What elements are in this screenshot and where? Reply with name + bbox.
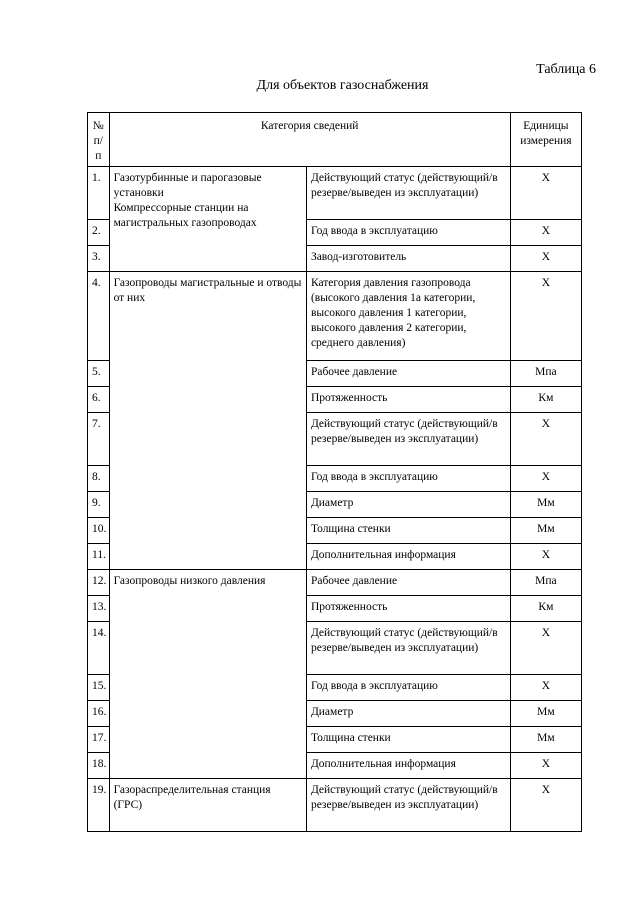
table-title: Для объектов газоснабжения [256,78,429,93]
row-number: 10. [88,517,110,543]
table-row [88,778,582,831]
info-cell: Действующий статус (действующий/в резерве/выведен из эксплуатации) [306,412,510,465]
table-number: Таблица 6 [536,62,596,77]
unit-cell: Х [510,778,581,831]
table-row [88,569,582,595]
unit-cell: Х [510,621,581,674]
info-cell: Диаметр [306,700,510,726]
unit-cell: Х [510,674,581,700]
row-number: 7. [88,412,110,465]
row-number: 12. [88,569,110,595]
row-number: 8. [88,465,110,491]
unit-cell: Х [510,412,581,465]
info-cell: Дополнительная информация [306,752,510,778]
category-cell: Газопроводы низкого давления [109,569,306,778]
header-num: № п/п [88,113,110,167]
info-cell: Завод-изготовитель [306,245,510,271]
info-cell: Рабочее давление [306,569,510,595]
header-category: Категория сведений [109,113,510,167]
unit-cell: Мм [510,726,581,752]
info-cell: Год ввода в эксплуатацию [306,219,510,245]
unit-cell: Х [510,543,581,569]
info-cell: Год ввода в эксплуатацию [306,674,510,700]
info-cell: Протяженность [306,595,510,621]
category-cell: Газораспределительная станция (ГРС) [109,778,306,831]
unit-cell: Х [510,245,581,271]
row-number: 4. [88,271,110,360]
unit-cell: Х [510,166,581,219]
row-number: 16. [88,700,110,726]
row-number: 17. [88,726,110,752]
row-number: 6. [88,386,110,412]
unit-cell: Мм [510,517,581,543]
info-cell: Толщина стенки [306,517,510,543]
table-header-row [88,113,582,167]
unit-cell: Х [510,219,581,245]
info-cell: Протяженность [306,386,510,412]
unit-cell: Х [510,752,581,778]
info-cell: Категория давления газопровода (высокого давления 1а категории, высокого давления 1 категории, высокого давления 2 категории, среднего давления) [306,271,510,360]
info-cell: Действующий статус (действующий/в резерве/выведен из эксплуатации) [306,621,510,674]
row-number: 15. [88,674,110,700]
unit-cell: Х [510,271,581,360]
row-number: 1. [88,166,110,219]
category-cell: Газопроводы магистральные и отводы от них [109,271,306,569]
info-cell: Год ввода в эксплуатацию [306,465,510,491]
info-cell: Толщина стенки [306,726,510,752]
row-number: 3. [88,245,110,271]
unit-cell: Мм [510,491,581,517]
unit-cell: Мпа [510,569,581,595]
category-cell: Газотурбинные и парогазовые установки Компрессорные станции на магистральных газопроводах [109,166,306,271]
gas-supply-table [87,112,582,832]
row-number: 14. [88,621,110,674]
row-number: 18. [88,752,110,778]
row-number: 11. [88,543,110,569]
header-units: Единицы измерения [510,113,581,167]
info-cell: Диаметр [306,491,510,517]
info-cell: Рабочее давление [306,360,510,386]
info-cell: Действующий статус (действующий/в резерве/выведен из эксплуатации) [306,166,510,219]
unit-cell: Мпа [510,360,581,386]
row-number: 13. [88,595,110,621]
info-cell: Дополнительная информация [306,543,510,569]
unit-cell: Мм [510,700,581,726]
unit-cell: Км [510,595,581,621]
row-number: 2. [88,219,110,245]
unit-cell: Км [510,386,581,412]
unit-cell: Х [510,465,581,491]
row-number: 9. [88,491,110,517]
info-cell: Действующий статус (действующий/в резерве/выведен из эксплуатации) [306,778,510,831]
table-row [88,271,582,360]
row-number: 19. [88,778,110,831]
table-row [88,166,582,219]
row-number: 5. [88,360,110,386]
table-body [88,166,582,831]
